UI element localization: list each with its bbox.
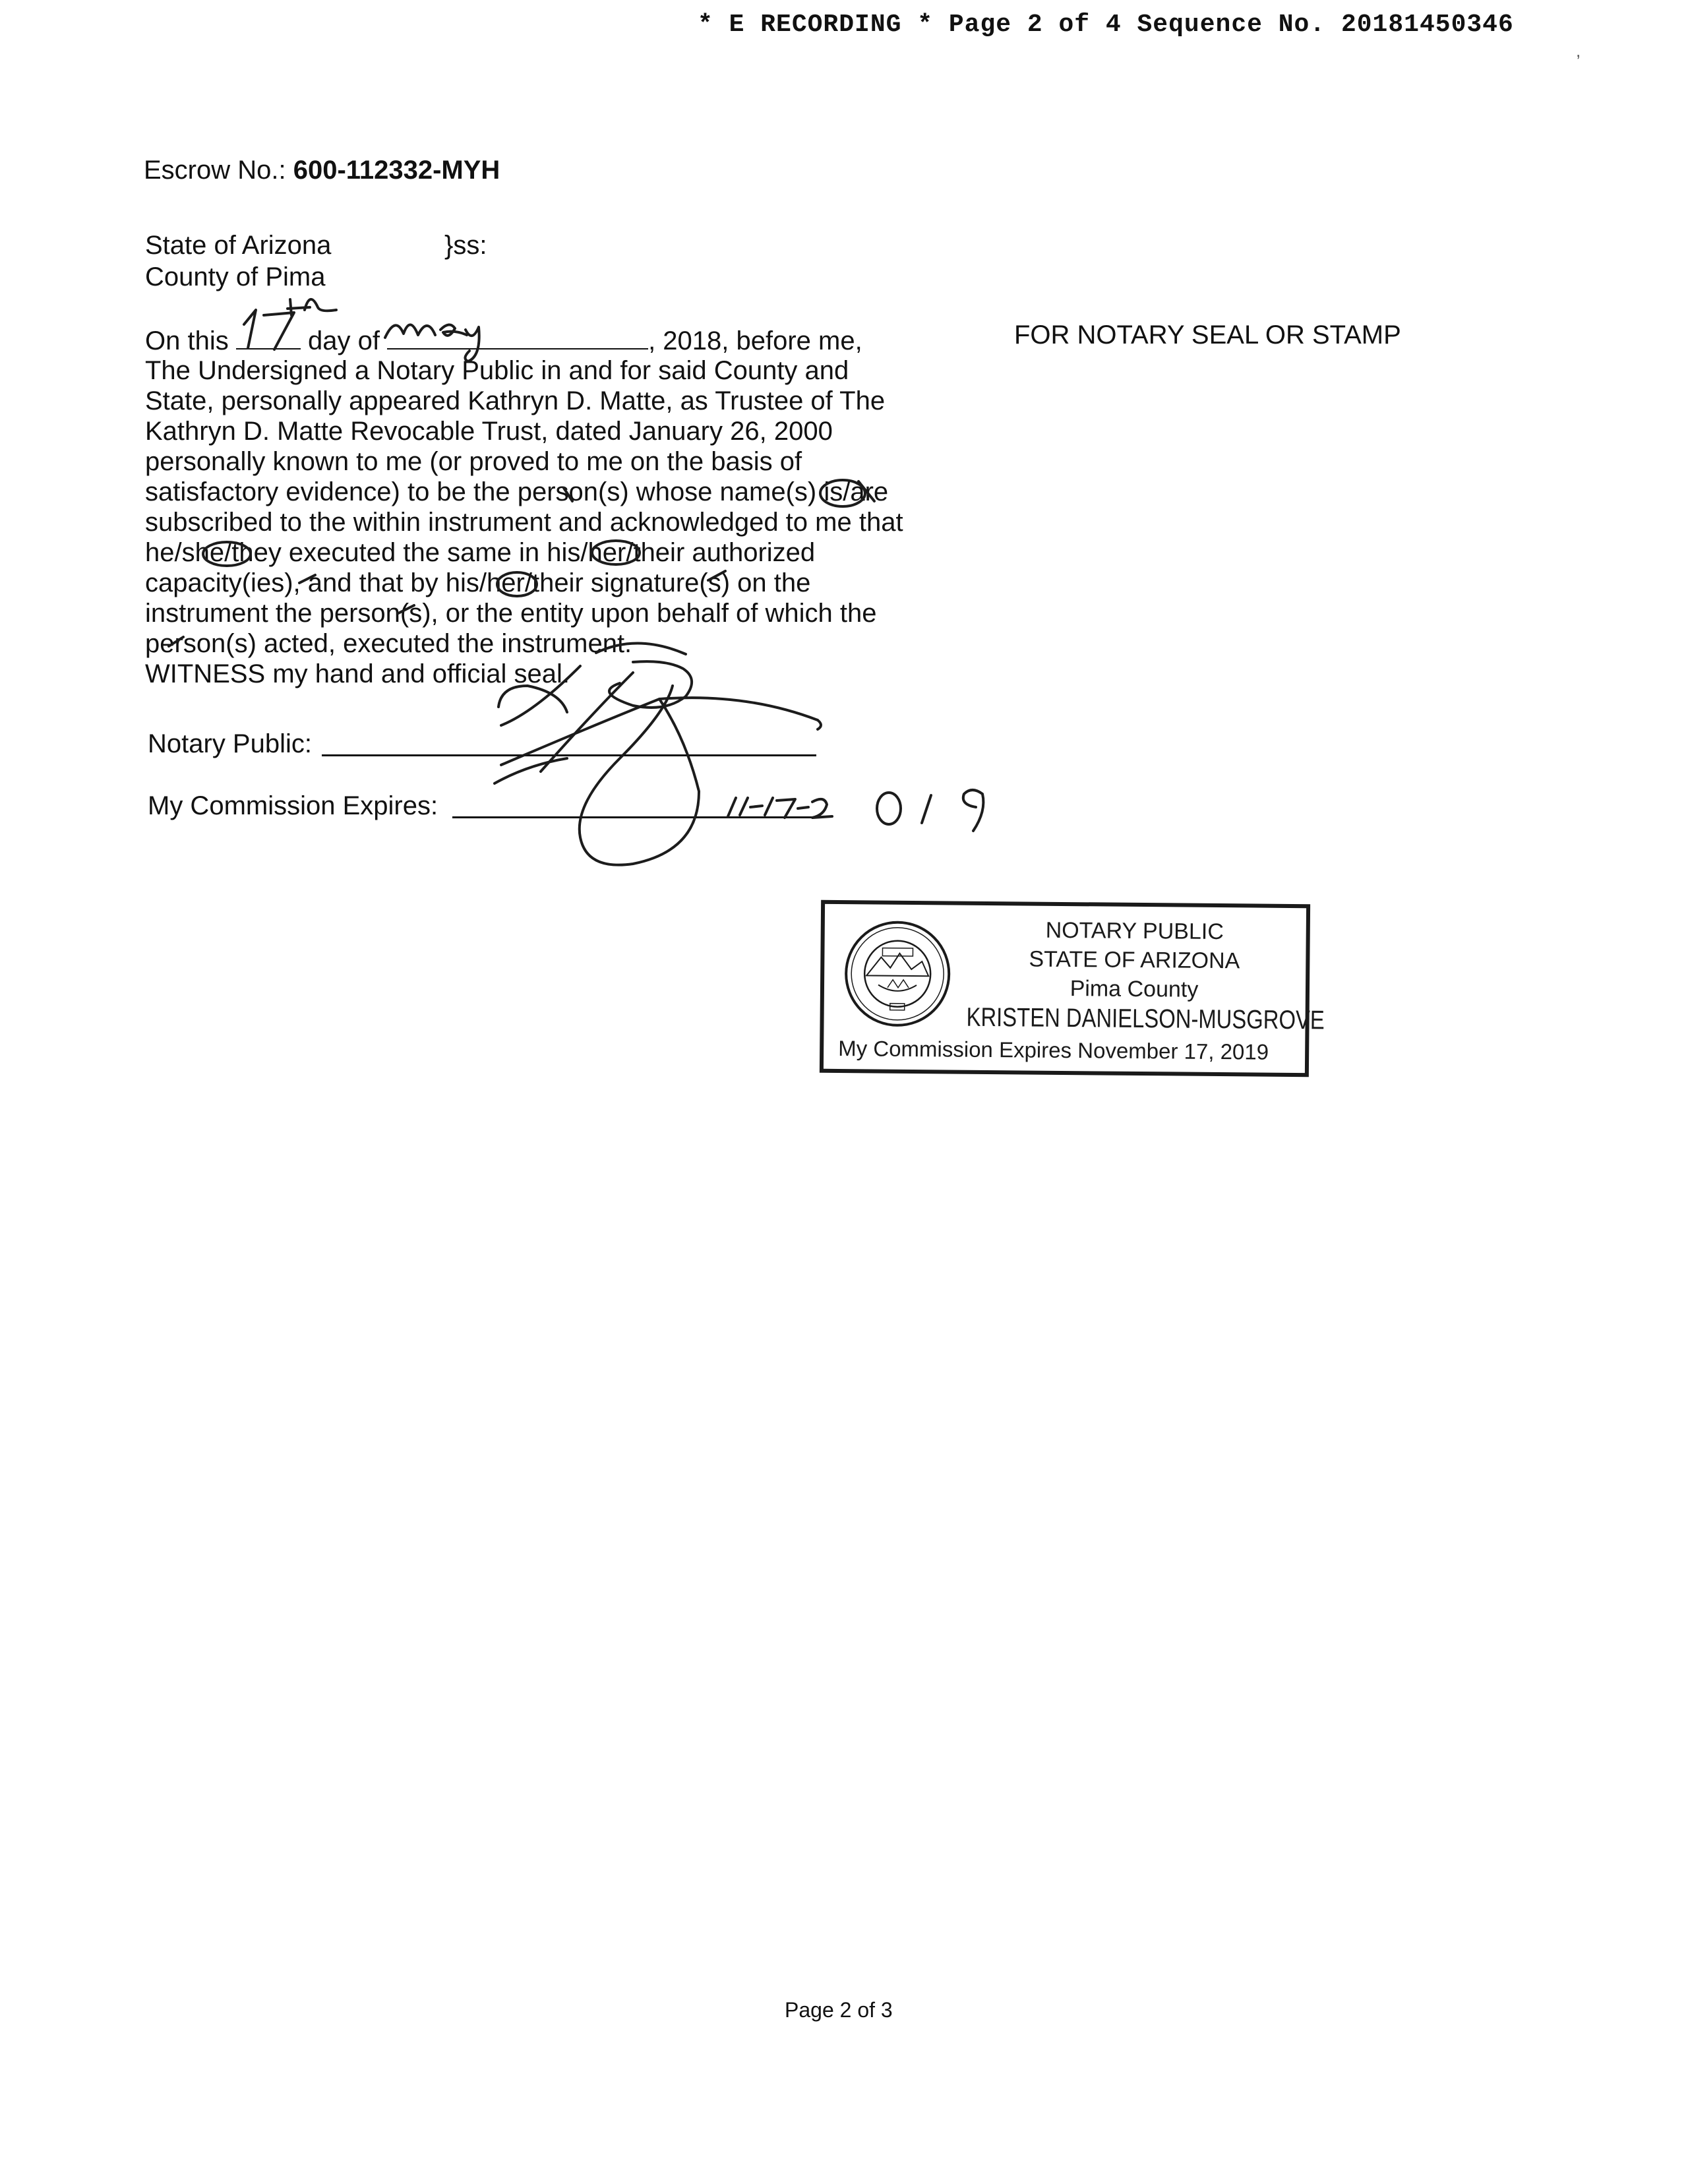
acknowledgment-line: personally known to me (or proved to me on the basis of [145,447,802,476]
notary-signature [495,661,821,865]
month-blank [387,326,648,349]
acknowledgment-line: satisfactory evidence) to be the person(s) whose name(s) is/are [145,477,889,506]
acknowledgment-line: Kathryn D. Matte Revocable Trust, dated January 26, 2000 [145,417,833,446]
notary-stamp [820,900,1325,1077]
acknowledgment-line: instrument the person(s), or the entity upon behalf of which the [145,599,877,628]
day-of-label: day of [307,326,380,355]
page-footer: Page 2 of 3 [785,1998,893,2022]
commission-expires-label: My Commission Expires: [148,791,438,820]
notary-public-label: Notary Public: [148,729,312,758]
stamp-county: Pima County [1070,976,1199,1002]
arizona-seal-emblem [842,919,952,1029]
commission-expires-rule [452,816,822,818]
escrow-line [144,156,500,185]
acknowledgment-date-line [145,326,862,356]
acknowledgment-line: capacity(ies), and that by his/her/their signature(s) on the [145,568,811,597]
stamp-notary-name: KRISTEN DANIELSON-MUSGROVE [966,1002,1325,1035]
witness-line: WITNESS my hand and official seal. [145,659,570,688]
year-suffix: , 2018, before me, [648,326,862,355]
day-blank [236,326,301,349]
acknowledgment-line: he/she/they executed the same in his/her/their authorized [145,538,816,567]
acknowledgment-line: State, personally appeared Kathryn D. Matte, as Trustee of The [145,386,886,415]
venue-ss: }ss: [444,231,487,260]
recording-banner: * E RECORDING * Page 2 of 4 Sequence No. 20181450346 [698,11,1514,39]
venue-county: County of Pima [145,262,326,291]
stamp-commission-expires: My Commission Expires November 17, 2019 [838,1036,1269,1064]
notary-signature-rule [322,754,816,756]
handwritten-expiry [728,790,983,831]
on-this-label: On this [145,326,229,355]
acknowledgment-line: The Undersigned a Notary Public in and for said County and [145,356,849,385]
stamp-notary-public: NOTARY PUBLIC [1045,917,1224,945]
escrow-label: Escrow No.: [144,156,286,185]
stamp-state: STATE OF ARIZONA [1029,946,1240,974]
scan-mark: , [1576,41,1581,61]
acknowledgment-line: person(s) acted, executed the instrument. [145,629,632,658]
escrow-number: 600-112332-MYH [293,156,500,185]
venue-state: State of Arizona [145,231,332,260]
notary-seal-label: FOR NOTARY SEAL OR STAMP [1014,320,1401,349]
acknowledgment-line: subscribed to the within instrument and acknowledged to me that [145,508,903,537]
